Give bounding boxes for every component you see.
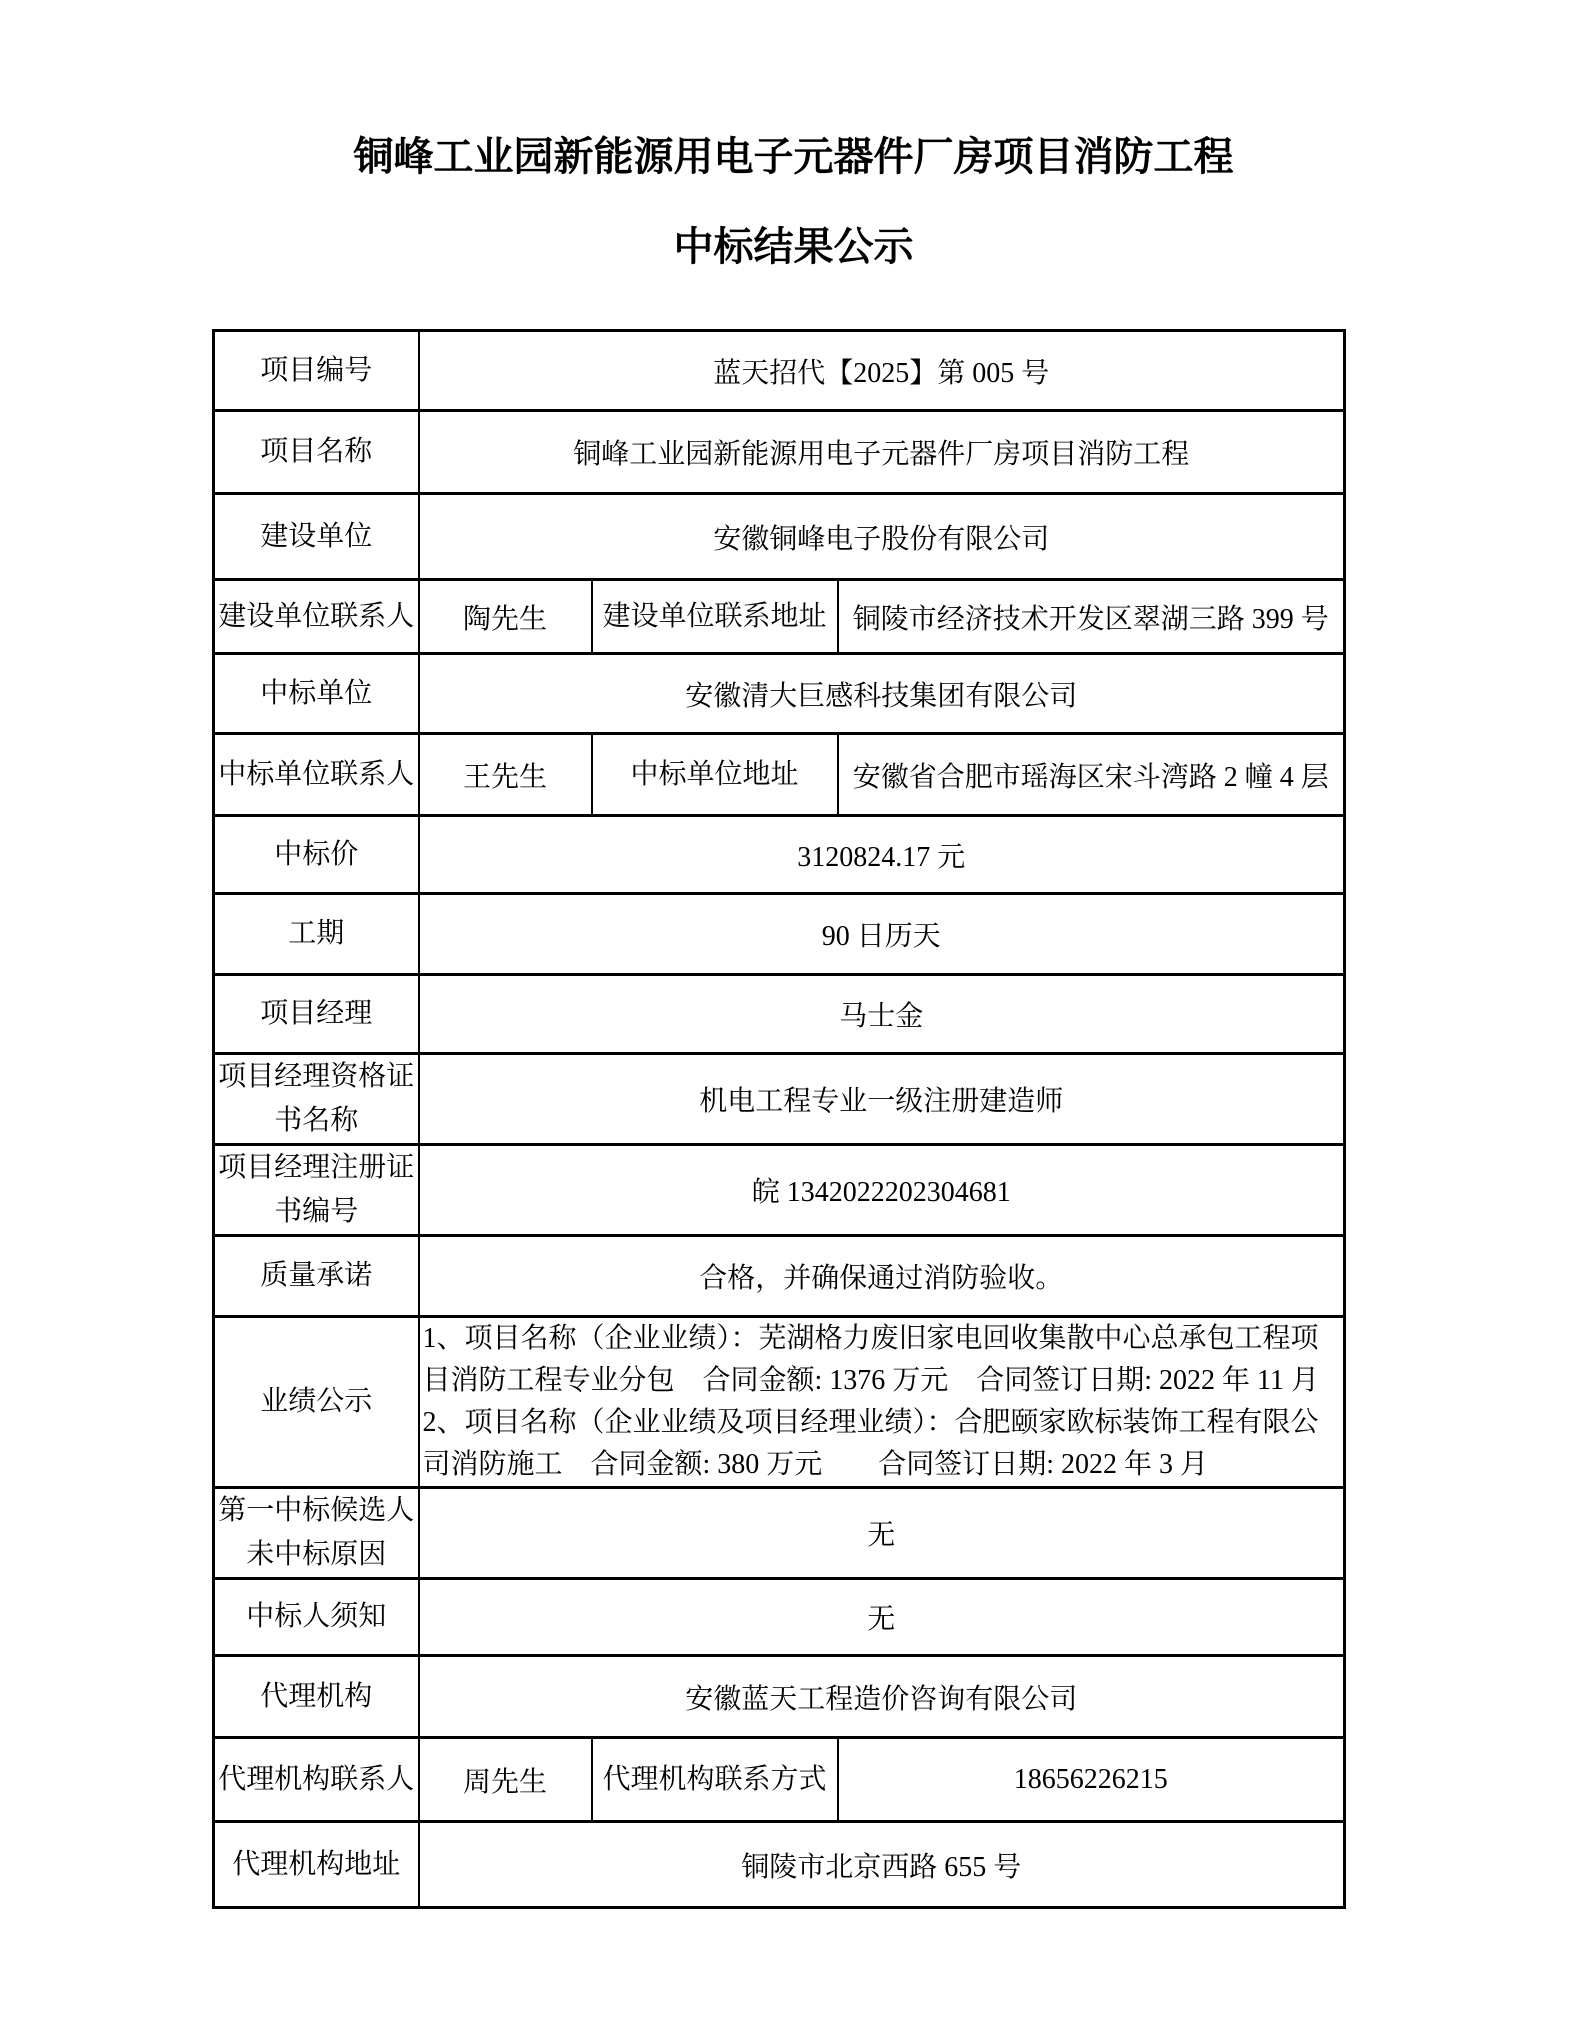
project-number-label: 项目编号	[214, 331, 419, 411]
project-name-value: 铜峰工业园新能源用电子元器件厂房项目消防工程	[419, 411, 1345, 494]
table-row	[214, 1822, 1345, 1908]
winner-notice-label: 中标人须知	[214, 1579, 419, 1656]
agency-address-label: 代理机构地址	[214, 1822, 419, 1908]
winner-address-label: 中标单位地址	[592, 734, 838, 816]
first-candidate-reason-value: 无	[419, 1488, 1345, 1579]
performance-line-1: 1、项目名称（企业业绩）：芜湖格力废旧家电回收集散中心总承包工程项	[422, 1323, 1319, 1354]
agency-phone-label: 代理机构联系方式	[592, 1738, 838, 1822]
table-row	[214, 580, 1345, 654]
performance-line-4: 司消防施工 合同金额: 380 万元 合同签订日期: 2022 年 3 月	[422, 1449, 1209, 1480]
bid-price-value: 3120824.17 元	[419, 816, 1345, 894]
agency-address-value: 铜陵市北京西路 655 号	[419, 1822, 1345, 1908]
table-row	[214, 1054, 1345, 1145]
agency-phone-value: 18656226215	[838, 1738, 1345, 1822]
agency-label: 代理机构	[214, 1656, 419, 1738]
winner-notice-value: 无	[419, 1579, 1345, 1656]
duration-label: 工期	[214, 894, 419, 975]
owner-contact-label: 建设单位联系人	[214, 580, 419, 654]
performance-label: 业绩公示	[214, 1317, 419, 1488]
table-row	[214, 331, 1345, 411]
performance-value	[419, 1317, 1345, 1488]
quality-commitment-label: 质量承诺	[214, 1236, 419, 1317]
owner-address-label: 建设单位联系地址	[592, 580, 838, 654]
table-row	[214, 1236, 1345, 1317]
winner-contact-value: 王先生	[419, 734, 592, 816]
project-manager-value: 马士金	[419, 975, 1345, 1054]
table-row	[214, 816, 1345, 894]
project-name-label: 项目名称	[214, 411, 419, 494]
table-row	[214, 1317, 1345, 1488]
winner-value: 安徽清大巨感科技集团有限公司	[419, 654, 1345, 734]
table-row	[214, 494, 1345, 580]
winner-label: 中标单位	[214, 654, 419, 734]
first-candidate-reason-label: 第一中标候选人未中标原因	[214, 1488, 419, 1579]
owner-address-value: 铜陵市经济技术开发区翠湖三路 399 号	[838, 580, 1345, 654]
table-row	[214, 1738, 1345, 1822]
performance-line-2: 目消防工程专业分包 合同金额: 1376 万元 合同签订日期: 2022 年 11 月	[422, 1365, 1320, 1396]
table-row	[214, 411, 1345, 494]
bid-price-label: 中标价	[214, 816, 419, 894]
table-row	[214, 1656, 1345, 1738]
document-title-line1: 铜峰工业园新能源用电子元器件厂房项目消防工程	[353, 134, 1234, 179]
duration-value: 90 日历天	[419, 894, 1345, 975]
document-title-line2: 中标结果公示	[673, 224, 914, 269]
owner-value: 安徽铜峰电子股份有限公司	[419, 494, 1345, 580]
pm-cert-name-value: 机电工程专业一级注册建造师	[419, 1054, 1345, 1145]
table-row	[214, 975, 1345, 1054]
agency-contact-label: 代理机构联系人	[214, 1738, 419, 1822]
owner-contact-value: 陶先生	[419, 580, 592, 654]
project-number-value: 蓝天招代【2025】第 005 号	[419, 331, 1345, 411]
performance-line-3: 2、项目名称（企业业绩及项目经理业绩）：合肥颐家欧标装饰工程有限公	[422, 1407, 1319, 1438]
table-row	[214, 1145, 1345, 1236]
pm-cert-no-value: 皖 1342022202304681	[419, 1145, 1345, 1236]
pm-cert-name-label: 项目经理资格证书名称	[214, 1054, 419, 1145]
agency-contact-value: 周先生	[419, 1738, 592, 1822]
table-row	[214, 1488, 1345, 1579]
agency-value: 安徽蓝天工程造价咨询有限公司	[419, 1656, 1345, 1738]
quality-commitment-value: 合格，并确保通过消防验收。	[419, 1236, 1345, 1317]
bid-result-table	[212, 329, 1346, 1909]
table-row	[214, 894, 1345, 975]
table-row	[214, 734, 1345, 816]
winner-address-value: 安徽省合肥市瑶海区宋斗湾路 2 幢 4 层	[838, 734, 1345, 816]
pm-cert-no-label: 项目经理注册证书编号	[214, 1145, 419, 1236]
table-row	[214, 1579, 1345, 1656]
owner-label: 建设单位	[214, 494, 419, 580]
project-manager-label: 项目经理	[214, 975, 419, 1054]
table-row	[214, 654, 1345, 734]
winner-contact-label: 中标单位联系人	[214, 734, 419, 816]
